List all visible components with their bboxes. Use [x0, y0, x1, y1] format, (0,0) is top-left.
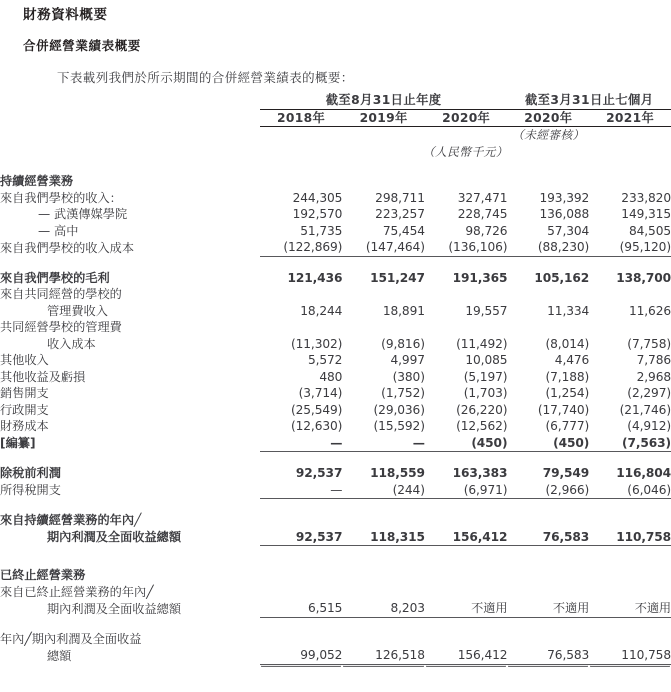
year-header-4: 2020年 — [507, 109, 589, 127]
row-value-col5: 233,820 — [621, 190, 671, 205]
row-value-col1: 18,244 — [300, 303, 343, 318]
row-value-col2: 75,454 — [382, 223, 425, 238]
row-value-col3 — [425, 286, 508, 303]
row-value-col3: (12,562) — [456, 419, 508, 433]
row-value-col1: (122,869) — [260, 239, 343, 256]
row-label: 管理費收入 — [47, 303, 108, 318]
row-value-col5: 不適用 — [589, 600, 671, 617]
row-value-col4: 193,392 — [539, 190, 590, 205]
spacer-cell — [260, 499, 671, 513]
row-value-col2 — [342, 512, 425, 529]
row-label: 總額 — [47, 648, 72, 663]
row-value-col2: (15,592) — [373, 419, 425, 433]
row-value-col3: 163,383 — [452, 466, 508, 480]
row-value-col1 — [260, 286, 343, 303]
table-row — [0, 418, 671, 435]
row-value-col4 — [507, 631, 589, 648]
row-value-col3: 19,557 — [465, 303, 508, 318]
row-value-col3: (5,197) — [463, 369, 508, 384]
unaudited-blank-2 — [342, 127, 425, 144]
spacer-cell — [260, 617, 671, 631]
row-label: 來自我們學校的收入成本 — [0, 240, 135, 255]
row-value-col3: 191,365 — [452, 270, 508, 285]
row-spacer — [0, 499, 671, 513]
row-value-col4: (88,230) — [507, 239, 589, 256]
section-subtitle: 合併經營業績表概要 — [23, 38, 141, 53]
table-row — [0, 369, 671, 386]
row-spacer — [0, 160, 671, 173]
row-value-col3 — [425, 631, 508, 648]
table-row — [0, 465, 671, 482]
row-value-col4: (17,740) — [537, 402, 590, 417]
row-value-col2 — [342, 631, 425, 648]
row-value-col2: (380) — [392, 369, 425, 384]
table-row — [0, 435, 671, 452]
row-value-col2: 126,518 — [342, 647, 425, 664]
table-row — [0, 402, 671, 419]
unaudited-blank-1 — [260, 127, 343, 144]
section-heading: 持續經營業務 — [0, 174, 74, 188]
table-row — [0, 319, 671, 336]
table-row — [0, 223, 671, 240]
row-value-col2 — [342, 286, 425, 303]
row-value-col2: 4,997 — [390, 353, 425, 367]
row-value-col2: (29,036) — [373, 402, 425, 417]
row-value-col3: (26,220) — [456, 402, 508, 417]
row-value-col5 — [589, 512, 671, 529]
row-spacer — [0, 256, 671, 270]
row-value-col1 — [260, 512, 343, 529]
row-value-col5: (7,563) — [589, 435, 671, 452]
row-value-col1: 121,436 — [287, 270, 343, 285]
row-value-col5: 116,804 — [616, 466, 671, 480]
section-heading-blank-4 — [507, 173, 589, 190]
row-value-col4: 105,162 — [534, 270, 590, 285]
row-value-col5: (2,297) — [627, 386, 671, 400]
spacer-cell — [0, 664, 260, 678]
section-heading-blank-2 — [342, 567, 425, 584]
spacer-cell — [260, 559, 671, 567]
section-spacer — [0, 559, 671, 567]
row-value-col3: (450) — [425, 435, 508, 452]
row-value-col4: 79,549 — [542, 466, 590, 480]
table-row — [0, 529, 671, 546]
section-heading-blank-1 — [260, 173, 343, 190]
row-label: 收入成本 — [47, 336, 96, 351]
unaudited-blank-3 — [425, 127, 508, 144]
spacer-cell — [0, 617, 260, 631]
row-value-col1: (25,549) — [290, 402, 343, 417]
row-value-col5: 2,968 — [636, 369, 671, 384]
year-header-spacer — [0, 109, 260, 127]
section-heading-blank-1 — [260, 567, 343, 584]
row-value-col4: 76,583 — [507, 647, 589, 664]
row-value-col2: — — [342, 435, 425, 452]
section-heading-blank-3 — [425, 173, 508, 190]
row-label: 財務成本 — [0, 419, 49, 433]
spacer-cell — [0, 160, 260, 173]
row-label: 來自已終止經營業務的年內╱ — [0, 584, 154, 599]
row-value-col2: (1,752) — [381, 386, 425, 400]
row-value-col3: 不適用 — [425, 600, 508, 617]
table-row — [0, 482, 671, 499]
row-value-col3 — [425, 512, 508, 529]
row-value-col4: (7,188) — [545, 369, 590, 384]
row-value-col4 — [507, 286, 589, 303]
row-label: 共同經營學校的管理費 — [0, 320, 122, 334]
section-heading-blank-5 — [589, 173, 671, 190]
row-label: — 高中 — [38, 223, 79, 238]
row-value-col4: 4,476 — [554, 353, 590, 367]
row-value-col2: 118,315 — [342, 529, 425, 546]
page-title: 財務資料概要 — [23, 7, 108, 23]
year-header-2: 2019年 — [342, 109, 425, 127]
financial-results-table — [0, 92, 671, 678]
row-label: — 武漢傳媒學院 — [38, 207, 128, 221]
spacer-cell — [260, 546, 671, 560]
row-value-col1: 99,052 — [260, 647, 343, 664]
row-value-col1: 480 — [319, 369, 343, 384]
table-row — [0, 647, 671, 664]
row-value-col4 — [507, 319, 589, 336]
row-value-col4: 76,583 — [507, 529, 589, 546]
row-value-col5: (21,746) — [619, 402, 671, 417]
row-label: 期內利潤及全面收益總額 — [47, 601, 182, 616]
row-value-col5: 138,700 — [616, 270, 671, 285]
row-value-col4: (450) — [507, 435, 589, 452]
row-value-col5: 84,505 — [628, 223, 671, 238]
spacer-cell — [260, 664, 671, 678]
table-row — [0, 206, 671, 223]
row-value-col1: (3,714) — [298, 386, 343, 400]
year-header-3: 2020年 — [425, 109, 508, 127]
section-heading-blank-5 — [589, 567, 671, 584]
row-label: 來自共同經營的學校的 — [0, 287, 122, 301]
row-value-col3: (136,106) — [425, 239, 508, 256]
currency-note-row — [0, 144, 671, 161]
row-value-col3: 327,471 — [457, 190, 508, 205]
row-value-col5: 110,758 — [589, 529, 671, 546]
spacer-cell — [260, 160, 671, 173]
row-value-col5 — [589, 286, 671, 303]
unaudited-note: （未經審核） — [512, 128, 585, 142]
row-value-col1: 92,537 — [260, 529, 343, 546]
section-heading-row — [0, 173, 671, 190]
row-value-col4: (1,254) — [545, 386, 590, 400]
section-heading-row — [0, 567, 671, 584]
row-value-col3: 10,085 — [465, 353, 508, 367]
row-value-col5: (6,046) — [589, 482, 671, 499]
row-value-col1: 5,572 — [307, 353, 343, 367]
row-label: 行政開支 — [0, 402, 49, 417]
group-header-1: 截至8月31日止年度 — [260, 92, 508, 109]
table-row — [0, 352, 671, 369]
row-value-col2 — [342, 584, 425, 601]
row-spacer — [0, 452, 671, 466]
row-value-col1 — [260, 584, 343, 601]
row-value-col5 — [589, 584, 671, 601]
unaudited-spacer — [0, 127, 260, 144]
spacer-cell — [0, 546, 260, 560]
spacer-cell — [260, 452, 671, 466]
row-value-col2: 151,247 — [370, 270, 425, 285]
row-value-col4: (2,966) — [507, 482, 589, 499]
spacer-cell — [0, 256, 260, 270]
row-value-col4: (8,014) — [545, 336, 590, 351]
table-row — [0, 190, 671, 207]
row-value-col5: 7,786 — [636, 353, 671, 367]
row-value-col2: 298,711 — [375, 190, 425, 205]
group-header-2: 截至3月31日止七個月 — [507, 92, 671, 109]
row-value-col3: 228,745 — [457, 207, 508, 221]
row-spacer — [0, 664, 671, 678]
row-label: 其他收益及虧損 — [0, 369, 86, 384]
row-value-col4: (6,777) — [545, 419, 590, 433]
row-label: 來自我們學校的收入： — [0, 190, 122, 205]
row-value-col2: 118,559 — [370, 466, 425, 480]
group-header-spacer — [0, 92, 260, 109]
row-value-col2 — [342, 319, 425, 336]
row-value-col2: (9,816) — [381, 336, 425, 351]
section-heading-blank-2 — [342, 173, 425, 190]
row-value-col4: 11,334 — [547, 303, 590, 318]
row-value-col1: 192,570 — [292, 207, 343, 221]
year-header-5: 2021年 — [589, 109, 671, 127]
row-value-col1: 92,537 — [295, 466, 343, 480]
currency-spacer — [0, 144, 260, 161]
intro-paragraph: 下表載列我們於所示期間的合併經營業績表的概要： — [57, 70, 354, 85]
row-value-col2: (147,464) — [342, 239, 425, 256]
row-value-col5: (7,758) — [627, 336, 671, 351]
row-value-col5: 149,315 — [621, 207, 671, 221]
row-value-col5: (4,912) — [627, 419, 671, 433]
row-label: 來自我們學校的毛利 — [0, 270, 110, 285]
row-value-col5: 11,626 — [628, 303, 671, 318]
row-value-col5: 110,758 — [589, 647, 671, 664]
unaudited-blank-5 — [589, 127, 671, 144]
row-value-col5 — [589, 319, 671, 336]
row-value-col1 — [260, 319, 343, 336]
row-value-col1: 6,515 — [260, 600, 343, 617]
row-label: [編纂] — [0, 436, 36, 450]
row-value-col2: (244) — [342, 482, 425, 499]
row-label: 所得稅開支 — [0, 483, 61, 497]
row-value-col2: 223,257 — [375, 207, 425, 221]
row-value-col4: 136,088 — [539, 207, 590, 221]
table-group-header-row — [0, 92, 671, 109]
row-value-col1: (11,302) — [290, 336, 343, 351]
row-value-col3: (1,703) — [463, 386, 508, 400]
row-value-col1: 244,305 — [292, 190, 343, 205]
row-label: 來自持續經營業務的年內╱ — [0, 513, 142, 527]
row-value-col2: 8,203 — [342, 600, 425, 617]
section-heading-blank-3 — [425, 567, 508, 584]
year-header-1: 2018年 — [260, 109, 343, 127]
currency-note: （人民幣千元） — [422, 144, 509, 159]
table-row — [0, 303, 671, 320]
table-row — [0, 631, 671, 648]
row-value-col3: 98,726 — [465, 223, 508, 238]
row-label: 期內利潤及全面收益總額 — [47, 530, 182, 544]
row-value-col1 — [260, 631, 343, 648]
table-row — [0, 600, 671, 617]
row-value-col1: — — [260, 435, 343, 452]
row-value-col2: 18,891 — [382, 303, 425, 318]
section-heading-blank-4 — [507, 567, 589, 584]
row-value-col1: 51,735 — [300, 223, 343, 238]
row-value-col5 — [589, 631, 671, 648]
row-value-col4 — [507, 512, 589, 529]
table-row — [0, 239, 671, 256]
spacer-cell — [260, 256, 671, 270]
row-value-col3: (6,971) — [425, 482, 508, 499]
spacer-cell — [0, 559, 260, 567]
row-value-col1: — — [260, 482, 343, 499]
row-value-col3: 156,412 — [425, 529, 508, 546]
unaudited-note-row — [0, 127, 671, 144]
table-row — [0, 584, 671, 601]
row-value-col4 — [507, 584, 589, 601]
table-year-header-row — [0, 109, 671, 127]
row-value-col3 — [425, 584, 508, 601]
row-label: 年內╱期內利潤及全面收益 — [0, 631, 142, 646]
row-label: 除稅前利潤 — [0, 466, 61, 480]
table-row — [0, 385, 671, 402]
table-row — [0, 336, 671, 353]
row-value-col1: (12,630) — [290, 419, 343, 433]
row-spacer — [0, 546, 671, 560]
table-row — [0, 512, 671, 529]
spacer-cell — [0, 499, 260, 513]
row-value-col5: (95,120) — [589, 239, 671, 256]
row-label: 銷售開支 — [0, 386, 49, 400]
row-value-col4: 57,304 — [547, 223, 590, 238]
row-value-col3: (11,492) — [456, 336, 508, 351]
row-spacer — [0, 617, 671, 631]
row-value-col4: 不適用 — [507, 600, 589, 617]
table-row — [0, 270, 671, 287]
spacer-cell — [0, 452, 260, 466]
row-label: 其他收入 — [0, 353, 49, 367]
row-value-col3 — [425, 319, 508, 336]
row-value-col3: 156,412 — [425, 647, 508, 664]
section-heading: 已終止經營業務 — [0, 568, 86, 582]
table-row — [0, 286, 671, 303]
